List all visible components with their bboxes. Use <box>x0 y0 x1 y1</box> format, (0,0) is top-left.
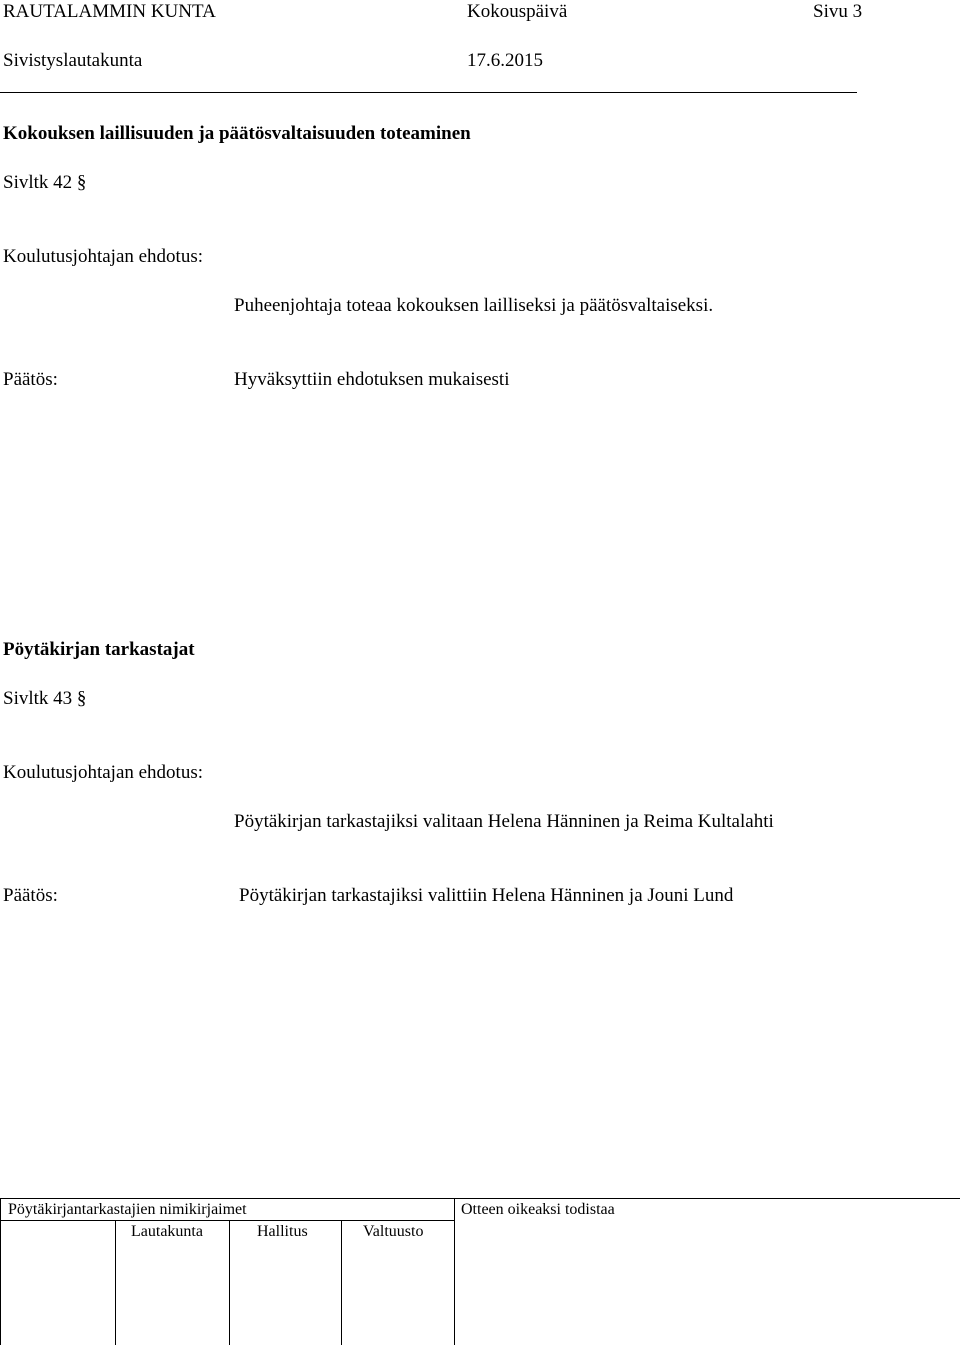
proposal-text-42: Puheenjohtaja toteaa kokouksen lailliseksi ja päätösvaltaiseksi. <box>234 295 714 316</box>
section-title-43: Pöytäkirjan tarkastajat <box>3 639 195 660</box>
decision-label-43: Päätös: <box>3 885 58 906</box>
table-column-divider <box>341 1220 342 1345</box>
column-hallitus: Hallitus <box>257 1223 308 1240</box>
proposal-label-42: Koulutusjohtajan ehdotus: <box>3 246 204 267</box>
meeting-date-label: Kokouspäivä <box>467 1 568 22</box>
municipality-name: RAUTALAMMIN KUNTA <box>3 1 216 22</box>
table-column-divider <box>229 1220 230 1345</box>
certified-label: Otteen oikeaksi todistaa <box>461 1201 615 1218</box>
decision-label-42: Päätös: <box>3 369 58 390</box>
table-inner-border <box>0 1220 455 1221</box>
section-ref-43: Sivltk 43 § <box>3 688 87 709</box>
decision-text-43: Pöytäkirjan tarkastajiksi valittiin Helena Hänninen ja Jouni Lund <box>239 885 734 906</box>
signatures-label: Pöytäkirjantarkastajien nimikirjaimet <box>8 1201 247 1218</box>
table-left-border <box>0 1198 1 1345</box>
column-valtuusto: Valtuusto <box>363 1223 424 1240</box>
meeting-date: 17.6.2015 <box>467 50 543 71</box>
table-top-border <box>0 1198 960 1199</box>
proposal-label-43: Koulutusjohtajan ehdotus: <box>3 762 204 783</box>
table-column-divider <box>454 1198 455 1345</box>
page-number: Sivu 3 <box>813 1 863 22</box>
decision-text-42: Hyväksyttiin ehdotuksen mukaisesti <box>234 369 510 390</box>
section-ref-42: Sivltk 42 § <box>3 172 87 193</box>
proposal-text-43: Pöytäkirjan tarkastajiksi valitaan Helena Hänninen ja Reima Kultalahti <box>234 811 774 832</box>
column-lautakunta: Lautakunta <box>131 1223 203 1240</box>
section-title-42: Kokouksen laillisuuden ja päätösvaltaisuuden toteaminen <box>3 123 471 144</box>
board-name: Sivistyslautakunta <box>3 50 143 71</box>
signature-table <box>0 1198 960 1345</box>
table-column-divider <box>115 1220 116 1345</box>
header-divider <box>0 92 857 93</box>
